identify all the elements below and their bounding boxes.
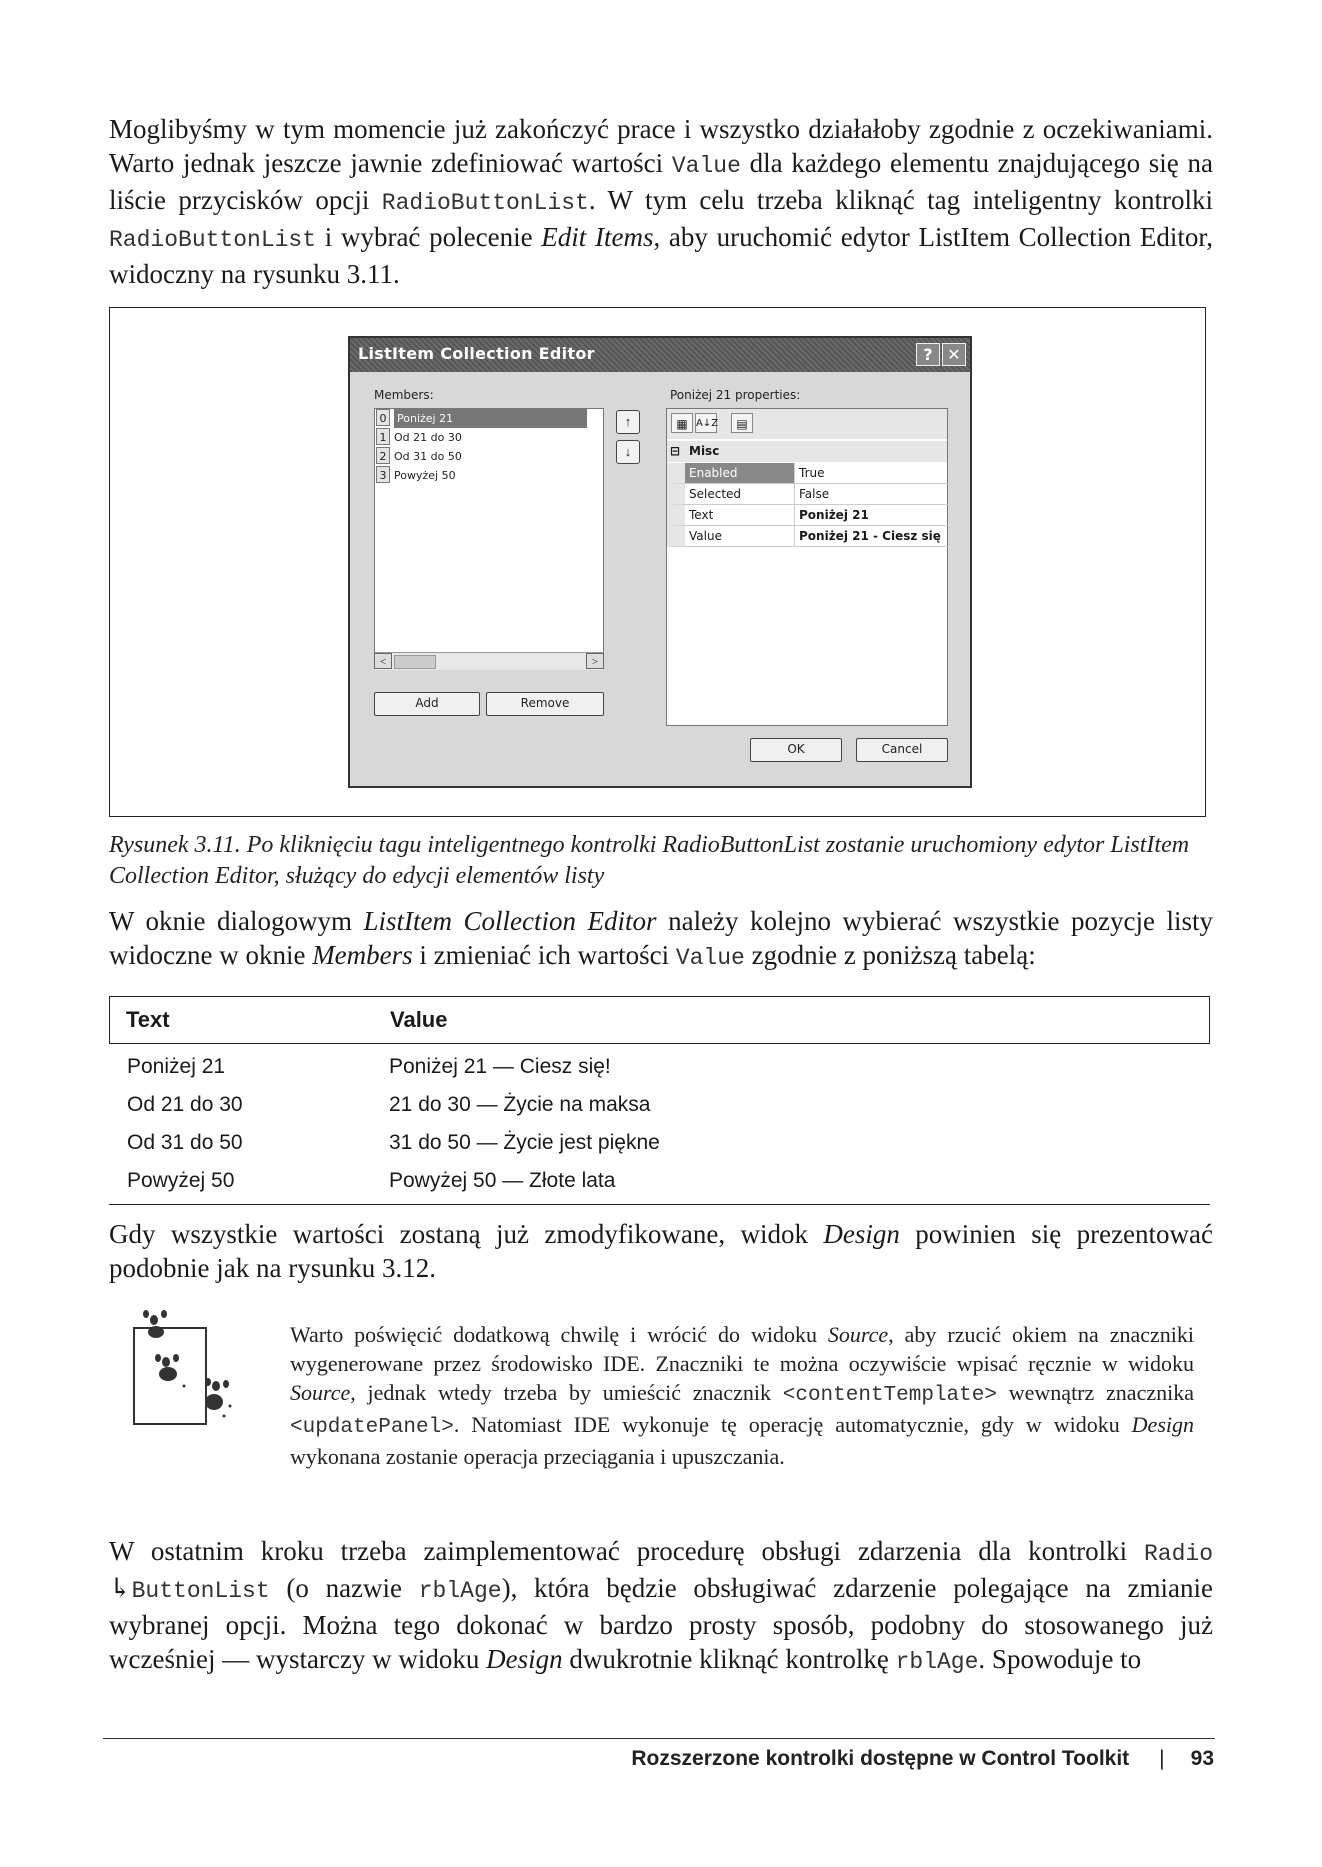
text: (o nazwie bbox=[269, 1573, 419, 1603]
property-row-enabled[interactable] bbox=[667, 463, 947, 484]
column-header-text: Text bbox=[126, 1007, 170, 1032]
code-update-panel: <updatePanel> bbox=[290, 1416, 454, 1439]
table-row bbox=[109, 1162, 1210, 1200]
properties-grid[interactable] bbox=[666, 408, 948, 726]
code-radio: Radio bbox=[1143, 1541, 1213, 1567]
property-name: Value bbox=[667, 526, 795, 547]
code-rblage: rblAge bbox=[418, 1578, 502, 1604]
cancel-button[interactable]: Cancel bbox=[856, 738, 948, 762]
table-row bbox=[109, 1124, 1210, 1162]
cell-value: 21 do 30 — Życie na maksa bbox=[389, 1093, 651, 1116]
footer-rule bbox=[103, 1738, 1215, 1739]
property-value[interactable]: Poniżej 21 bbox=[795, 505, 949, 526]
text: Warto poświęcić dodatkową chwilę i wrócić do widoku bbox=[290, 1322, 828, 1347]
property-pages-icon[interactable]: ▤ bbox=[731, 413, 753, 433]
text: wykonana zostanie operacja przeciągania i upuszczania. bbox=[290, 1444, 785, 1469]
italic-edit-items: Edit Items bbox=[541, 222, 654, 252]
code-radiobuttonlist: RadioButtonList bbox=[109, 227, 317, 253]
member-index: 1 bbox=[376, 428, 390, 445]
text: , jednak wtedy trzeba by umieścić znacznik bbox=[350, 1380, 783, 1405]
text: , aby rzucić okiem na znaczniki wygenerowane przez środowisko IDE. Znaczniki te można oczywiście wpisać ręcznie w widoku bbox=[290, 1322, 1194, 1376]
cell-text: Powyżej 50 bbox=[127, 1169, 235, 1192]
property-value[interactable]: Poniżej 21 - Ciesz się bbox=[795, 526, 949, 547]
page-number: 93 bbox=[1190, 1747, 1214, 1770]
code-value: Value bbox=[671, 153, 741, 179]
italic-members: Members bbox=[312, 940, 413, 970]
scroll-right-icon[interactable]: > bbox=[586, 653, 604, 669]
text: W oknie dialogowym bbox=[109, 906, 364, 936]
misc-category-label: Misc bbox=[689, 444, 720, 458]
italic-source: Source bbox=[290, 1380, 351, 1405]
remove-button[interactable]: Remove bbox=[486, 692, 604, 716]
member-text: Od 21 do 30 bbox=[394, 431, 462, 444]
paragraph-event-handler bbox=[109, 1534, 1213, 1679]
close-icon[interactable]: ✕ bbox=[942, 343, 966, 366]
line-continuation-icon: ↳ bbox=[109, 1573, 132, 1603]
italic-design: Design bbox=[823, 1219, 900, 1249]
scrollbar-thumb[interactable] bbox=[394, 655, 436, 669]
text: powinien się prezentować podobnie jak na rysunku 3.12. bbox=[109, 1219, 1213, 1283]
text: . Natomiast IDE wykonuje tę operację automatycznie, gdy w widoku bbox=[453, 1412, 1132, 1437]
text: i zmieniać ich wartości bbox=[412, 940, 676, 970]
properties-toolbar bbox=[667, 409, 947, 439]
member-item[interactable] bbox=[375, 428, 603, 447]
property-row-selected[interactable] bbox=[667, 484, 947, 505]
column-header-value: Value bbox=[390, 1007, 448, 1032]
code-radiobuttonlist: RadioButtonList bbox=[381, 190, 589, 216]
properties-label: Poniżej 21 properties: bbox=[670, 388, 801, 402]
text: . W tym celu trzeba kliknąć tag inteligentny kontrolki bbox=[588, 185, 1213, 215]
text: W ostatnim kroku trzeba zaimplementować procedurę obsługi zdarzenia dla kontrolki bbox=[109, 1536, 1144, 1566]
property-row-value[interactable] bbox=[667, 526, 947, 547]
text: dla każdego elementu znajdującego się na liście przycisków opcji bbox=[109, 148, 1213, 215]
figure-3-11 bbox=[109, 307, 1206, 817]
property-name: Enabled bbox=[667, 463, 795, 484]
sort-alphabetical-icon[interactable]: A↓Z bbox=[695, 413, 717, 433]
dialog-titlebar bbox=[350, 338, 970, 372]
cell-value: Powyżej 50 — Złote lata bbox=[389, 1169, 616, 1192]
property-name: Text bbox=[667, 505, 795, 526]
code-rblage: rblAge bbox=[895, 1649, 979, 1675]
table-bottom-rule bbox=[109, 1204, 1210, 1205]
text: . Spowoduje to bbox=[978, 1644, 1142, 1674]
member-text: Powyżej 50 bbox=[394, 469, 456, 482]
member-index: 0 bbox=[376, 409, 390, 426]
italic-design: Design bbox=[486, 1644, 563, 1674]
property-value[interactable]: True bbox=[795, 463, 949, 484]
property-value[interactable]: False bbox=[795, 484, 949, 505]
member-item[interactable] bbox=[375, 409, 603, 428]
property-name: Selected bbox=[667, 484, 795, 505]
help-icon[interactable]: ? bbox=[916, 343, 940, 366]
cell-text: Od 21 do 30 bbox=[127, 1093, 243, 1116]
scroll-left-icon[interactable]: < bbox=[374, 653, 392, 669]
categorized-icon[interactable]: ▦ bbox=[671, 413, 693, 433]
italic-source: Source bbox=[827, 1322, 889, 1347]
text: dwukrotnie kliknąć kontrolkę bbox=[562, 1644, 896, 1674]
listitem-collection-editor-dialog bbox=[348, 336, 972, 788]
table-row bbox=[109, 1086, 1210, 1124]
page-footer bbox=[631, 1747, 1214, 1771]
paw-prints-note-icon bbox=[124, 1306, 244, 1436]
cell-text: Poniżej 21 bbox=[127, 1055, 226, 1078]
cell-text: Od 31 do 50 bbox=[127, 1131, 243, 1154]
members-label: Members: bbox=[374, 388, 434, 402]
ok-button[interactable]: OK bbox=[750, 738, 842, 762]
italic-design: Design bbox=[1131, 1412, 1194, 1437]
italic-editor-name: ListItem Collection Editor bbox=[363, 906, 657, 936]
table-row bbox=[109, 1048, 1210, 1086]
paragraph-instructions bbox=[109, 904, 1213, 975]
move-down-button[interactable]: ↓ bbox=[616, 440, 640, 464]
note-text bbox=[290, 1320, 1194, 1471]
member-item[interactable] bbox=[375, 466, 603, 485]
text: Gdy wszystkie wartości zostaną już zmodyfikowane, widok bbox=[109, 1219, 824, 1249]
figure-caption: Rysunek 3.11. Po kliknięciu tagu inteligentnego kontrolki RadioButtonList zostanie uruchomiony edytor ListItem Collection Editor, służący do edycji elementów listy bbox=[109, 832, 1190, 889]
members-horizontal-scrollbar[interactable] bbox=[374, 652, 604, 670]
values-table bbox=[109, 996, 1210, 1205]
text: Moglibyśmy w tym momencie już zakończyć prace i wszystko działałoby zgodnie z oczekiwaniami. Warto jednak jeszcze jawnie zdefiniować wartości bbox=[109, 114, 1213, 178]
footer-title: Rozszerzone kontrolki dostępne w Control Toolkit bbox=[631, 1747, 1130, 1770]
paragraph-intro bbox=[109, 112, 1213, 291]
text: ), która będzie obsługiwać zdarzenie polegające na zmianie wybranej opcji. Można tego dokonać w bardzo prosty sposób, podobny do stosowanego już wcześniej — wystarczy w widoku bbox=[109, 1573, 1213, 1674]
table-header bbox=[109, 996, 1210, 1044]
code-content-template: <contentTemplate> bbox=[782, 1384, 997, 1407]
text: i wybrać polecenie bbox=[316, 222, 542, 252]
misc-category-row[interactable] bbox=[667, 441, 947, 462]
property-row-text[interactable] bbox=[667, 505, 947, 526]
footer-separator: | bbox=[1159, 1747, 1165, 1770]
code-buttonlist: ButtonList bbox=[131, 1578, 270, 1604]
text: wewnątrz znacznika bbox=[996, 1380, 1194, 1405]
dialog-title: ListItem Collection Editor bbox=[358, 344, 595, 363]
members-list[interactable] bbox=[374, 408, 604, 670]
collapse-icon[interactable]: ⊟ bbox=[670, 444, 681, 458]
add-button[interactable]: Add bbox=[374, 692, 480, 716]
paragraph-design-view bbox=[109, 1217, 1213, 1285]
text: , aby uruchomić edytor ListItem Collection Editor, widoczny na rysunku 3.11. bbox=[109, 222, 1213, 289]
move-up-button[interactable]: ↑ bbox=[616, 410, 640, 434]
member-item[interactable] bbox=[375, 447, 603, 466]
cell-value: 31 do 50 — Życie jest piękne bbox=[389, 1131, 660, 1154]
code-value: Value bbox=[675, 945, 745, 971]
member-index: 2 bbox=[376, 447, 390, 464]
cell-value: Poniżej 21 — Ciesz się! bbox=[389, 1055, 611, 1078]
text: zgodnie z poniższą tabelą: bbox=[744, 940, 1036, 970]
text: należy kolejno wybierać wszystkie pozycje listy widoczne w oknie bbox=[109, 906, 1213, 970]
member-text: Od 31 do 50 bbox=[394, 450, 462, 463]
member-text: Poniżej 21 bbox=[394, 409, 587, 428]
member-index: 3 bbox=[376, 466, 390, 483]
